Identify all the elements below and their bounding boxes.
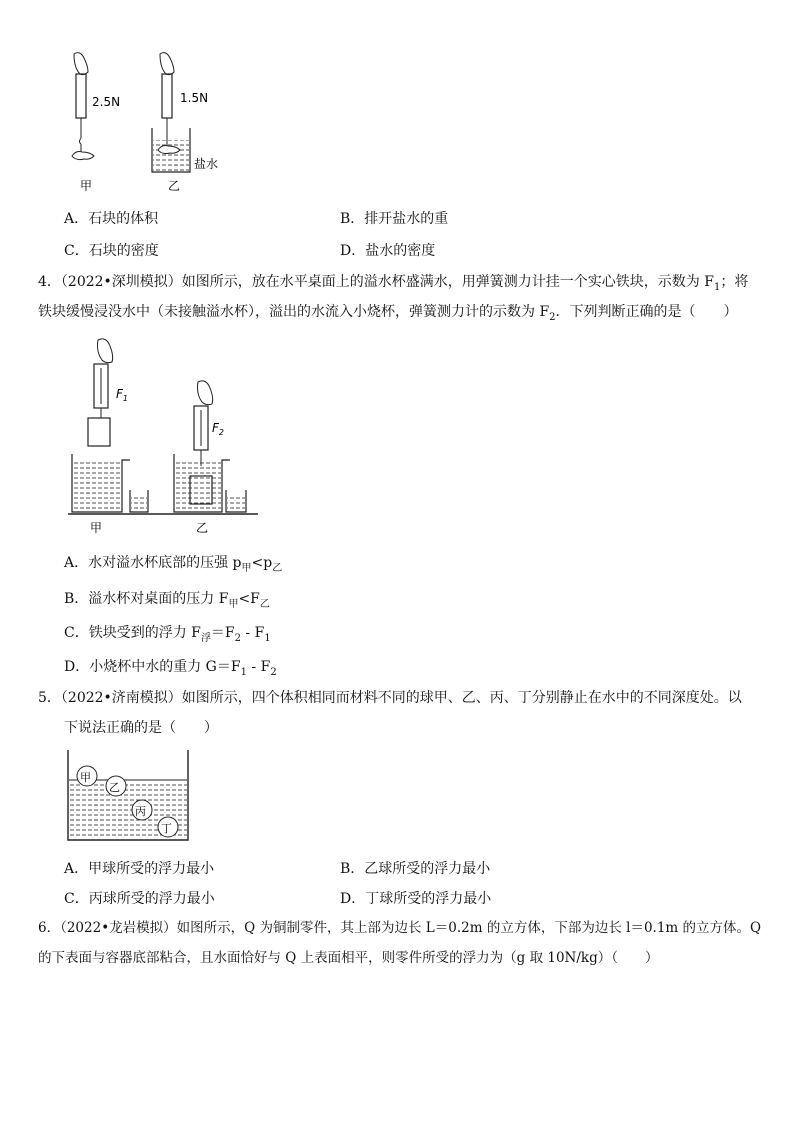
figure-q5-balls — [64, 748, 194, 844]
q5-option-b[interactable]: B．乙球所受的浮力最小 — [340, 861, 491, 877]
ball-ding: 丁 — [161, 822, 172, 835]
label-salt-water: 盐水 — [194, 157, 219, 171]
q4-option-a[interactable]: A．水对溢水杯底部的压强 $p_甲<p_乙$ — [64, 555, 283, 574]
label-jia: 甲 — [90, 521, 103, 535]
q4-option-d[interactable]: D．小烧杯中水的重力 $G=F_1 - F_2$ — [64, 659, 277, 678]
q5-option-c[interactable]: C．丙球所受的浮力最小 — [64, 891, 215, 907]
label-yi: 乙 — [168, 179, 181, 193]
figure-q4-overflow-cup — [62, 336, 262, 536]
label-jia: 甲 — [80, 179, 93, 193]
ball-bing: 丙 — [135, 805, 146, 818]
ball-jia: 甲 — [80, 771, 91, 784]
q3-option-c[interactable]: C．石块的密度 — [64, 243, 159, 259]
q3-option-a[interactable]: A．石块的体积 — [64, 211, 159, 227]
q4-option-b[interactable]: B．溢水杯对桌面的压力 $F_甲<F_乙$ — [64, 591, 270, 610]
scale-reading-right: 1.5N — [180, 91, 209, 105]
q6-stem-line1: 6．（2022•龙岩模拟）如图所示，Q 为铜制零件，其上部为边长 L＝0.2m 的立方体，下部为边长 l＝0.1m 的立方体。Q — [38, 920, 762, 936]
q5-option-a[interactable]: A．甲球所受的浮力最小 — [64, 861, 215, 877]
q3-option-b[interactable]: B．排开盐水的重 — [340, 211, 449, 227]
label-F1: $F_1$ — [116, 387, 128, 403]
ball-yi: 乙 — [109, 781, 120, 794]
q5-stem-line1: 5．（2022•济南模拟）如图所示，四个体积相同而材料不同的球甲、乙、丙、丁分别静止在水中的不同深度处。以 — [38, 690, 742, 706]
q6-stem-line2: 的下表面与容器底部粘合，且水面恰好与 Q 上表面相平，则零件所受的浮力为（g 取 10N/kg）（ ） — [38, 950, 659, 966]
q3-option-d[interactable]: D．盐水的密度 — [340, 243, 436, 259]
figure-q3-spring-scales — [60, 48, 240, 198]
q5-option-d[interactable]: D．丁球所受的浮力最小 — [340, 891, 492, 907]
label-F2: $F_2$ — [212, 421, 224, 437]
label-yi: 乙 — [196, 521, 209, 535]
q4-stem-line1: 4．（2022•深圳模拟）如图所示，放在水平桌面上的溢水杯盛满水，用弹簧测力计挂一个实心铁块，示数为 $F_1$；将 — [38, 274, 749, 293]
q4-option-c[interactable]: C．铁块受到的浮力 $F_浮=F_2 - F_1$ — [64, 625, 271, 644]
scale-reading-left: 2.5N — [92, 95, 121, 109]
q4-stem-line2: 铁块缓慢浸没水中（未接触溢水杯），溢出的水流入小烧杯，弹簧测力计的示数为 $F_2$．下列判断正确的是（ ） — [38, 304, 738, 323]
q5-stem-line2: 下说法正确的是（ ） — [64, 720, 218, 736]
